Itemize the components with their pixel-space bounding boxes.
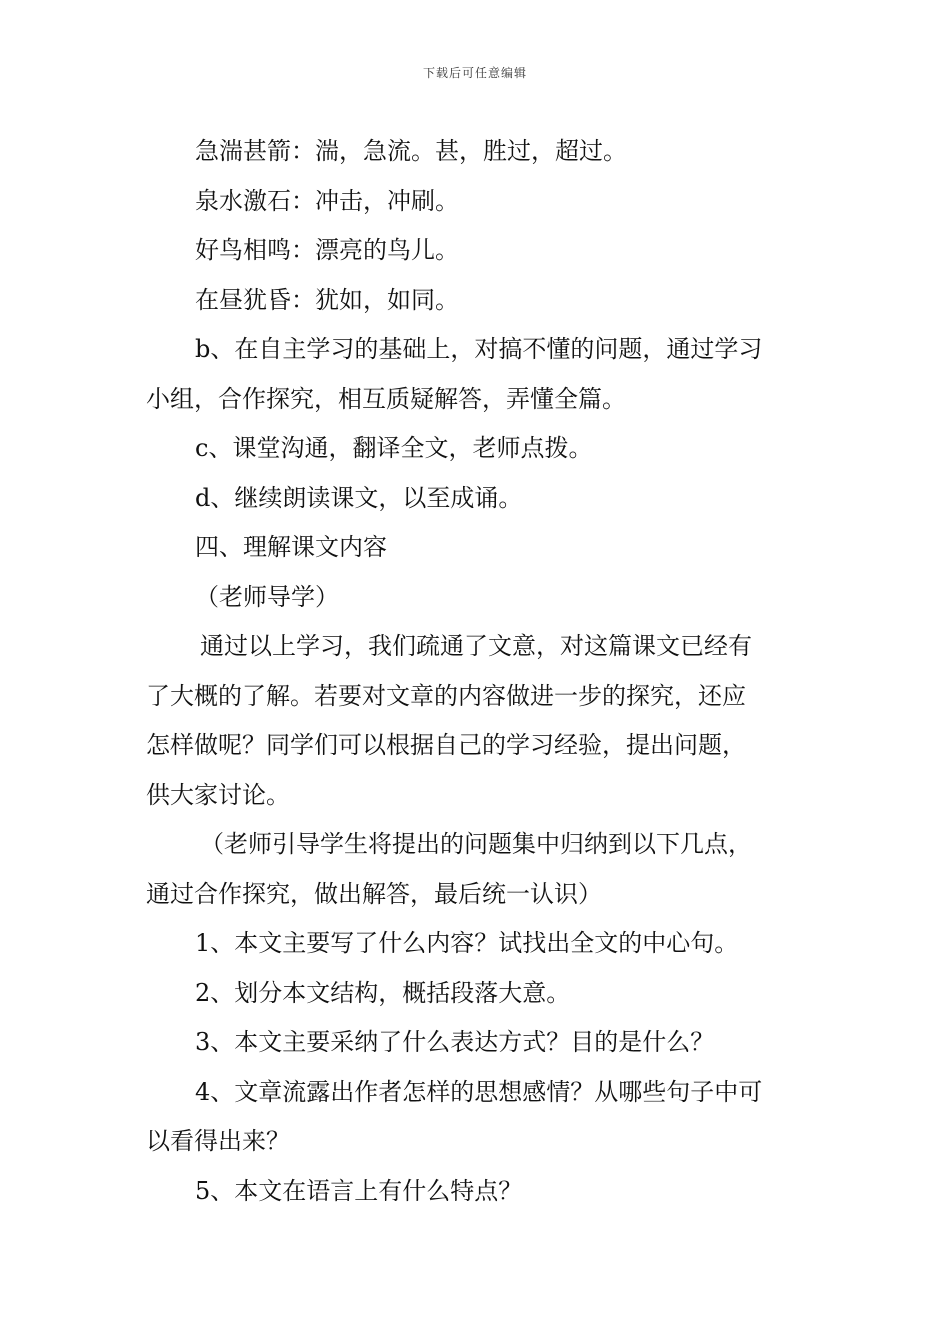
intro-paragraph-line-1: 通过以上学习，我们疏通了文意，对这篇课文已经有 [200, 632, 752, 660]
step-c-line: c、课堂沟通，翻译全文，老师点拨。 [195, 434, 593, 462]
question-4-line-1: 4、文章流露出作者怎样的思想感情？从哪些句子中可 [195, 1077, 763, 1106]
vocab-line-jituan: 急湍甚箭：湍，急流。甚，胜过，超过。 [195, 137, 627, 165]
document-body [146, 127, 814, 1216]
teacher-note-line-2: 通过合作探究，做出解答，最后统一认识） [146, 879, 602, 908]
intro-paragraph-line-3: 怎样做呢？同学们可以根据自己的学习经验，提出问题， [146, 731, 746, 759]
question-4-line-2: 以看得出来？ [146, 1127, 290, 1155]
page-header-note: 下载后可任意编辑 [422, 66, 527, 80]
vocab-line-quanshui: 泉水激石：冲击，冲刷。 [195, 186, 459, 215]
intro-paragraph-line-2: 了大概的了解。若要对文章的内容做进一步的探究，还应 [146, 681, 746, 710]
teacher-guide-label: （老师导学） [195, 582, 339, 611]
question-1: 1、本文主要写了什么内容？试找出全文的中心句。 [195, 929, 739, 957]
question-2: 2、划分本文结构，概括段落大意。 [195, 978, 571, 1007]
vocab-line-haoniao: 好鸟相鸣：漂亮的鸟儿。 [195, 236, 459, 264]
intro-paragraph-line-4: 供大家讨论。 [146, 780, 290, 809]
step-b-line-1: b、在自主学习的基础上，对搞不懂的问题，通过学习 [195, 335, 763, 363]
step-b-line-2: 小组，合作探究，相互质疑解答，弄懂全篇。 [146, 384, 626, 413]
teacher-note-line-1: （老师引导学生将提出的问题集中归纳到以下几点， [200, 830, 752, 858]
vocab-line-zaizhou: 在昼犹昏：犹如，如同。 [195, 285, 459, 314]
question-3: 3、本文主要采纳了什么表达方式？目的是什么？ [195, 1028, 715, 1056]
question-5: 5、本文在语言上有什么特点？ [195, 1176, 523, 1205]
step-d-line: d、继续朗读课文，以至成诵。 [195, 483, 523, 512]
section-heading-4: 四、理解课文内容 [195, 533, 387, 561]
